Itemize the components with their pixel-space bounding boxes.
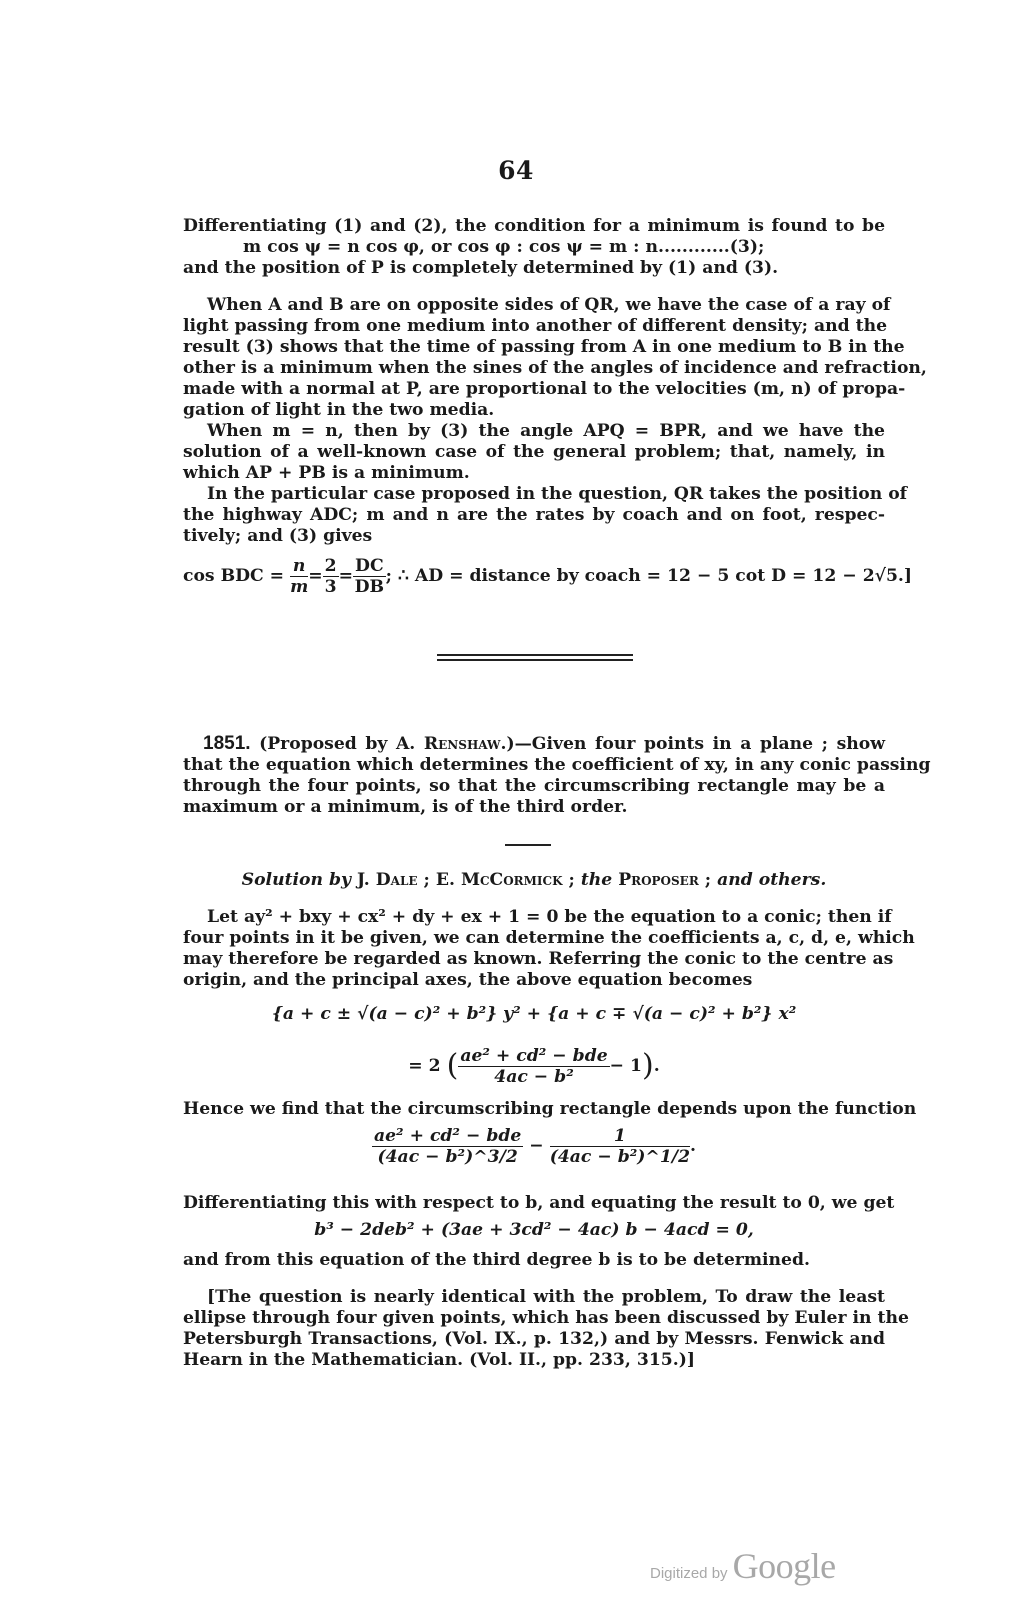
fraction: $\frac{\text{ae² + cd² − bde}}{\text{(4ac − b²)\textasciicircum{}3/2}}$ bbox=[373, 1126, 522, 1167]
section-divider bbox=[437, 659, 633, 663]
text-line: light passing from one medium into another of different density; and the bbox=[183, 316, 887, 336]
text-line: may therefore be regarded as known. Referring the conic to the centre as bbox=[183, 949, 894, 969]
equation-rhs: = 2 ( $\frac{\text{ae² + cd² − bde}}{\text{4ac − b²}}$ − 1). bbox=[408, 1046, 660, 1087]
text-line: maximum or a minimum, is of the third order. bbox=[183, 797, 628, 817]
text-line: and the position of P is completely determined by (1) and (3). bbox=[183, 258, 779, 278]
text-line: gation of light in the two media. bbox=[183, 400, 495, 420]
section-a-top bbox=[183, 216, 885, 279]
text-line: which AP + PB is a minimum. bbox=[183, 463, 470, 483]
final-equation: cos BDC = $\frac{n}{m}$ = $\frac{2}{3}$ = $\frac{DC}{DB}$ ; ∴ AD = distance by coach = 12 − 5 cot D = 12 − 2√5.] bbox=[183, 556, 913, 597]
text-line: that the equation which determines the coefficient of xy, in any conic passing bbox=[183, 755, 931, 775]
fraction: $\frac{1}{\text{(4ac − b²)\textasciicircum{}1/2}}$ bbox=[549, 1126, 691, 1167]
text-line: the highway ADC; m and n are the rates by coach and on foot, respec- bbox=[183, 505, 885, 525]
text-line: result (3) shows that the time of passing from A in one medium to B in the bbox=[183, 337, 905, 357]
question-1851 bbox=[183, 733, 931, 818]
question-number: 1851. bbox=[203, 733, 251, 754]
text-line: When A and B are on opposite sides of QR, we have the case of a ray of bbox=[207, 295, 891, 315]
text-line: Hence we find that the circumscribing rectangle depends upon the function bbox=[183, 1099, 917, 1119]
text-line: and from this equation of the third degree b is to be determined. bbox=[183, 1250, 810, 1270]
text-line: Petersburgh Transactions, (Vol. IX., p. 132,) and by Messrs. Fenwick and bbox=[183, 1329, 885, 1349]
fraction: $\frac{DC}{DB}$ bbox=[354, 556, 385, 597]
section-divider bbox=[437, 654, 633, 658]
equation-function: $\frac{\text{ae² + cd² − bde}}{\text{(4ac − b²)\textasciicircum{}3/2}}$ − $\frac{1}{\text{(4ac − b²)\textasciicircum{}1/2}}$ . bbox=[373, 1126, 697, 1167]
fraction: $\frac{2}{3}$ bbox=[324, 556, 337, 597]
proposer-name: Renshaw bbox=[423, 734, 501, 754]
text-line: tively; and (3) gives bbox=[183, 526, 373, 546]
text-line: When m = n, then by (3) the angle APQ = BPR, and we have the bbox=[207, 421, 885, 441]
text-line: origin, and the principal axes, the above equation becomes bbox=[183, 970, 753, 990]
solution-paragraph-1 bbox=[183, 907, 915, 991]
text-line: Let ay² + bxy + cx² + dy + ex + 1 = 0 be the equation to a conic; then if bbox=[207, 907, 892, 927]
differentiating-line bbox=[183, 1193, 895, 1214]
digitized-by-watermark bbox=[650, 1545, 836, 1587]
fraction: $\frac{n}{m}$ bbox=[290, 556, 309, 597]
text-line: solution of a well-known case of the general problem; that, namely, in bbox=[183, 442, 885, 462]
paragraph-refraction bbox=[183, 295, 927, 547]
page-number: 64 bbox=[498, 156, 534, 185]
equation-3: m cos ψ = n cos φ, or cos φ : cos ψ = m : n............(3); bbox=[243, 237, 765, 257]
question-first-line: 1851. (Proposed by A. Renshaw.)—Given four points in a plane ; show bbox=[203, 733, 886, 754]
digitized-by-label: Digitized by bbox=[650, 1565, 728, 1582]
text-line: [The question is nearly identical with the problem, To draw the least bbox=[207, 1287, 885, 1307]
equation-cubic: b³ − 2deb² + (3ae + 3cd² − 4ac) b − 4acd = 0, bbox=[314, 1220, 754, 1240]
text-line: made with a normal at P, are proportional to the velocities (m, n) of propa- bbox=[183, 379, 906, 399]
conclusion-line bbox=[183, 1250, 885, 1271]
text-line: ellipse through four given points, which has been discussed by Euler in the bbox=[183, 1308, 909, 1328]
equation-conic-axes: {a + c ± √(a − c)² + b²} y² + {a + c ∓ √(a − c)² + b²} x² bbox=[271, 1004, 797, 1024]
text-line: Differentiating this with respect to b, and equating the result to 0, we get bbox=[183, 1193, 895, 1213]
text-line: Differentiating (1) and (2), the condition for a minimum is found to be bbox=[183, 216, 885, 236]
text-line: other is a minimum when the sines of the angles of incidence and refraction, bbox=[183, 358, 927, 378]
text-line: four points in it be given, we can determine the coefficients a, c, d, e, which bbox=[183, 928, 915, 948]
editorial-note bbox=[183, 1287, 909, 1371]
google-logo: Google bbox=[732, 1546, 836, 1586]
fraction: $\frac{\text{ae² + cd² − bde}}{\text{4ac − b²}}$ bbox=[460, 1046, 608, 1087]
hence-line bbox=[183, 1099, 917, 1120]
text-line: Hearn in the Mathematician. (Vol. II., pp. 233, 315.)] bbox=[183, 1350, 695, 1370]
text-line: through the four points, so that the circumscribing rectangle may be a bbox=[183, 776, 885, 796]
text-line: In the particular case proposed in the question, QR takes the position of bbox=[207, 484, 908, 504]
question-divider bbox=[505, 844, 551, 846]
solution-heading: Solution by J. Dale ; E. McCormick ; the Proposer ; and others. bbox=[241, 870, 827, 890]
